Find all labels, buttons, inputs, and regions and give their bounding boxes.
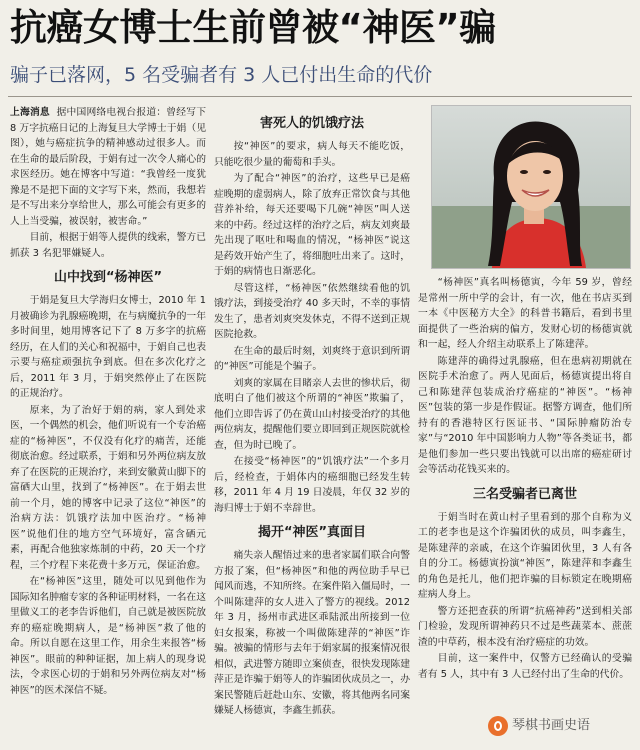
paragraph: 于娟当时在黄山村子里看到的那个自称为义工的老李也是这个诈骗团伙的成员，叫李鑫生，是陈建萍的亲戚，在这个诈骗团伙里，3 人有各自的分工。杨德寅扮演“神医”，陈建萍和李鑫生的角色是托儿，他们把诈骗的目标锁定在晚期癌症病人身上。 — [418, 511, 632, 600]
paragraph: 于娟是复旦大学海归女博士，2010 年 1 月被确诊为乳腺癌晚期，在与病魔抗争的一年多时间里，她用博客记下了 8 万多字的抗癌经历，在人们的关心和祝福中，于娟自己也表示要与癌症顽强抗争到底。但在多次化疗之后，2011 年 3 月，于娟突然停止了在医院的正规治疗。 — [10, 295, 206, 399]
paragraph: 痛失亲人醒悟过来的患者家属们联合向警方报了案，但“杨神医”和他的两位助手早已闻风而逃，不知所终。在案件陷入僵局时，一个叫陈建萍的女人进入了警方的视线。2012 年 3 月，扬州市武进区乖陆派出所接到一位妇女报案，称被一个叫做陈建萍的“神医”诈骗。被骗的情形与去年于娟家属的报案情况很相似，武进警方随即立案侦查，很快发现陈建萍正是诈骗于娟等人的诈骗团伙成员之一，办案民警随后赶赴山东、安徽，将其他两名同案嫌疑人杨德寅，李鑫生抓获。 — [214, 550, 410, 716]
portrait-illustration — [432, 106, 630, 268]
paragraph: 警方还把查获的所谓“抗癌神药”送到相关部门检验，发现所谓神药只不过是些蔬菜本、蔗蔗渣的中草药，根本没有治疗癌症的功效。 — [418, 605, 632, 648]
portrait-photo — [431, 105, 631, 269]
watermark-logo-icon — [488, 716, 508, 736]
article-column-1 — [10, 105, 206, 745]
paragraph: 按“神医”的要求，病人每天不能吃饭，只能吃很少量的葡萄和手头。 — [214, 141, 410, 168]
paragraph: 尽管这样，“杨神医”依然继续看他的饥饿疗法，到接受治疗 40 多天时，不幸的事情发生了，患者刘爽突发休克，不得不送到正规医院抢救。 — [214, 282, 410, 340]
left-eye — [520, 170, 528, 174]
paragraph: 在“杨神医”这里，随处可以见到他作为国际知名肿瘤专家的各种证明材料，一名在这里做义工的老李告诉他们，自己就是被医院放弃的癌症晚期病人，是“杨神医”救了他的命。所以自愿在这里工作，用余生来报答“杨神医”。眼前的种种证据，加上病人的现身说法，令求医心切的于娟和另外两位病友对“杨神医”的医术深信不疑。 — [10, 576, 206, 696]
section-heading: 害死人的饥饿疗法 — [259, 116, 364, 131]
paragraph: 目前，这一案件中，仅警方已经确认的受骗者有 5 人，其中有 3 人已经付出了生命的代价。 — [418, 653, 632, 680]
section-heading: 三名受骗者已离世 — [472, 486, 577, 502]
subheadline: 骗子已落网，5 名受骗者有 3 人已付出生命的代价 — [10, 64, 433, 86]
paragraph: 原来，为了治好于娟的病，家人到处求医，一个偶然的机会，他们听说有一个专治癌症的“杨神医”，不仅没有化疗的痛苦，还能彻底治愈。经过联系，于娟和另外两位病友放弃了在医院的正规治疗，来到安徽黄山脚下的富硒大山里，找到了“杨神医”。在于娟去世前一个月，她的博客中记录了这位“神医”的治病方法：饥饿疗法加中医治疗。“杨神医”说他们住的地方空气环境好，富含硒元素，再配合他独家炼制的中药，20 天一个疗程，三个疗程下来花费十多万元，保证治愈。 — [10, 404, 206, 571]
watermark-text: 琴棋书画史语 — [512, 718, 591, 733]
paragraph: 目前，根据于娟等人提供的线索，警方已抓获 3 名犯罪嫌疑人。 — [10, 232, 206, 259]
article-column-3 — [418, 275, 632, 745]
paragraph: 在生命的最后时刻，刘爽终于意识到所谓的“神医”可能是个骗子。 — [214, 345, 410, 372]
intro-text: 据中国网络电视台报道：曾经写下 8 万字抗癌日记的上海复旦大学博士于娟（见图），她与癌症抗争的精神感动过很多人。而在生命的最后阶段，于娟有过一次令人痛心的求医经历。她在博客中写道：“我曾经一度犹豫是不是把下面的文字写下来，然而，我想若是不写出来分享给世人，那么可能会有更多的人上当受骗，被误射，被害命。” — [10, 107, 206, 227]
intro-paragraph — [10, 105, 206, 229]
divider-rule — [8, 96, 632, 97]
article-column-2 — [214, 105, 410, 745]
paragraph: 在接受“杨神医”的“饥饿疗法”一个多月后，经检查，于娟体内的癌细胞已经发生转移，2011 年 4 月 19 日凌晨，年仅 32 岁的海归博士于娟不幸辞世。 — [214, 456, 410, 514]
dateline: 上海消息 — [10, 107, 50, 118]
section-heading: 山中找到“杨神医” — [53, 270, 163, 285]
section-heading: 揭开“神医”真面目 — [257, 525, 367, 540]
paragraph: 陈建萍的确得过乳腺癌，但在患病初期就在医院手术治愈了。两人见面后，杨德寅提出将自己和陈建萍包装成治疗癌症的“神医”。“杨神医”包装的第一步是作假证。据警方调查，他们所持有的香港特区行医证书、“国际肿瘤防治专家”与“2010 年中国影响力人物”等各类证书，都是他们参加一些只要出钱就可以出席的癌症研讨会等活动花钱买来的。 — [418, 355, 632, 475]
paragraph: 为了配合“神医”的治疗，这些早已是癌症晚期的虚弱病人，除了放弃正常饮食与其他营养补给，每天还要喝下几碗“神医”叫人送来的中药。经过这样的治疗之后，病友刘爽最先出现了呕吐和喝血的情况，“杨神医”说这是药效开始产生了，将细胞吐出来了。这时，于娟的病情也日渐恶化。 — [214, 173, 410, 277]
watermark — [488, 712, 634, 740]
right-eye — [543, 170, 551, 174]
paragraph: 刘爽的家属在目睹亲人去世的惨状后，彻底明白了他们被这个所谓的“神医”欺骗了，他们立即告诉了仍在黄山山村接受治疗的其他两位病友，提醒他们要立即回到正规医院就检查，但为时已晚了。 — [214, 377, 410, 451]
paragraph: “杨神医”真名叫杨德寅，今年 59 岁，曾经是常州一所中学的会计，有一次，他在书店买到一本《中医秘方大全》的科普书籍后，看到书里面提供了一些治病的偏方，发财心切的杨德寅就和一起，经人介绍主动联系上了陈建萍。 — [418, 277, 632, 350]
headline: 抗癌女博士生前曾被“神医”骗 — [10, 6, 496, 49]
